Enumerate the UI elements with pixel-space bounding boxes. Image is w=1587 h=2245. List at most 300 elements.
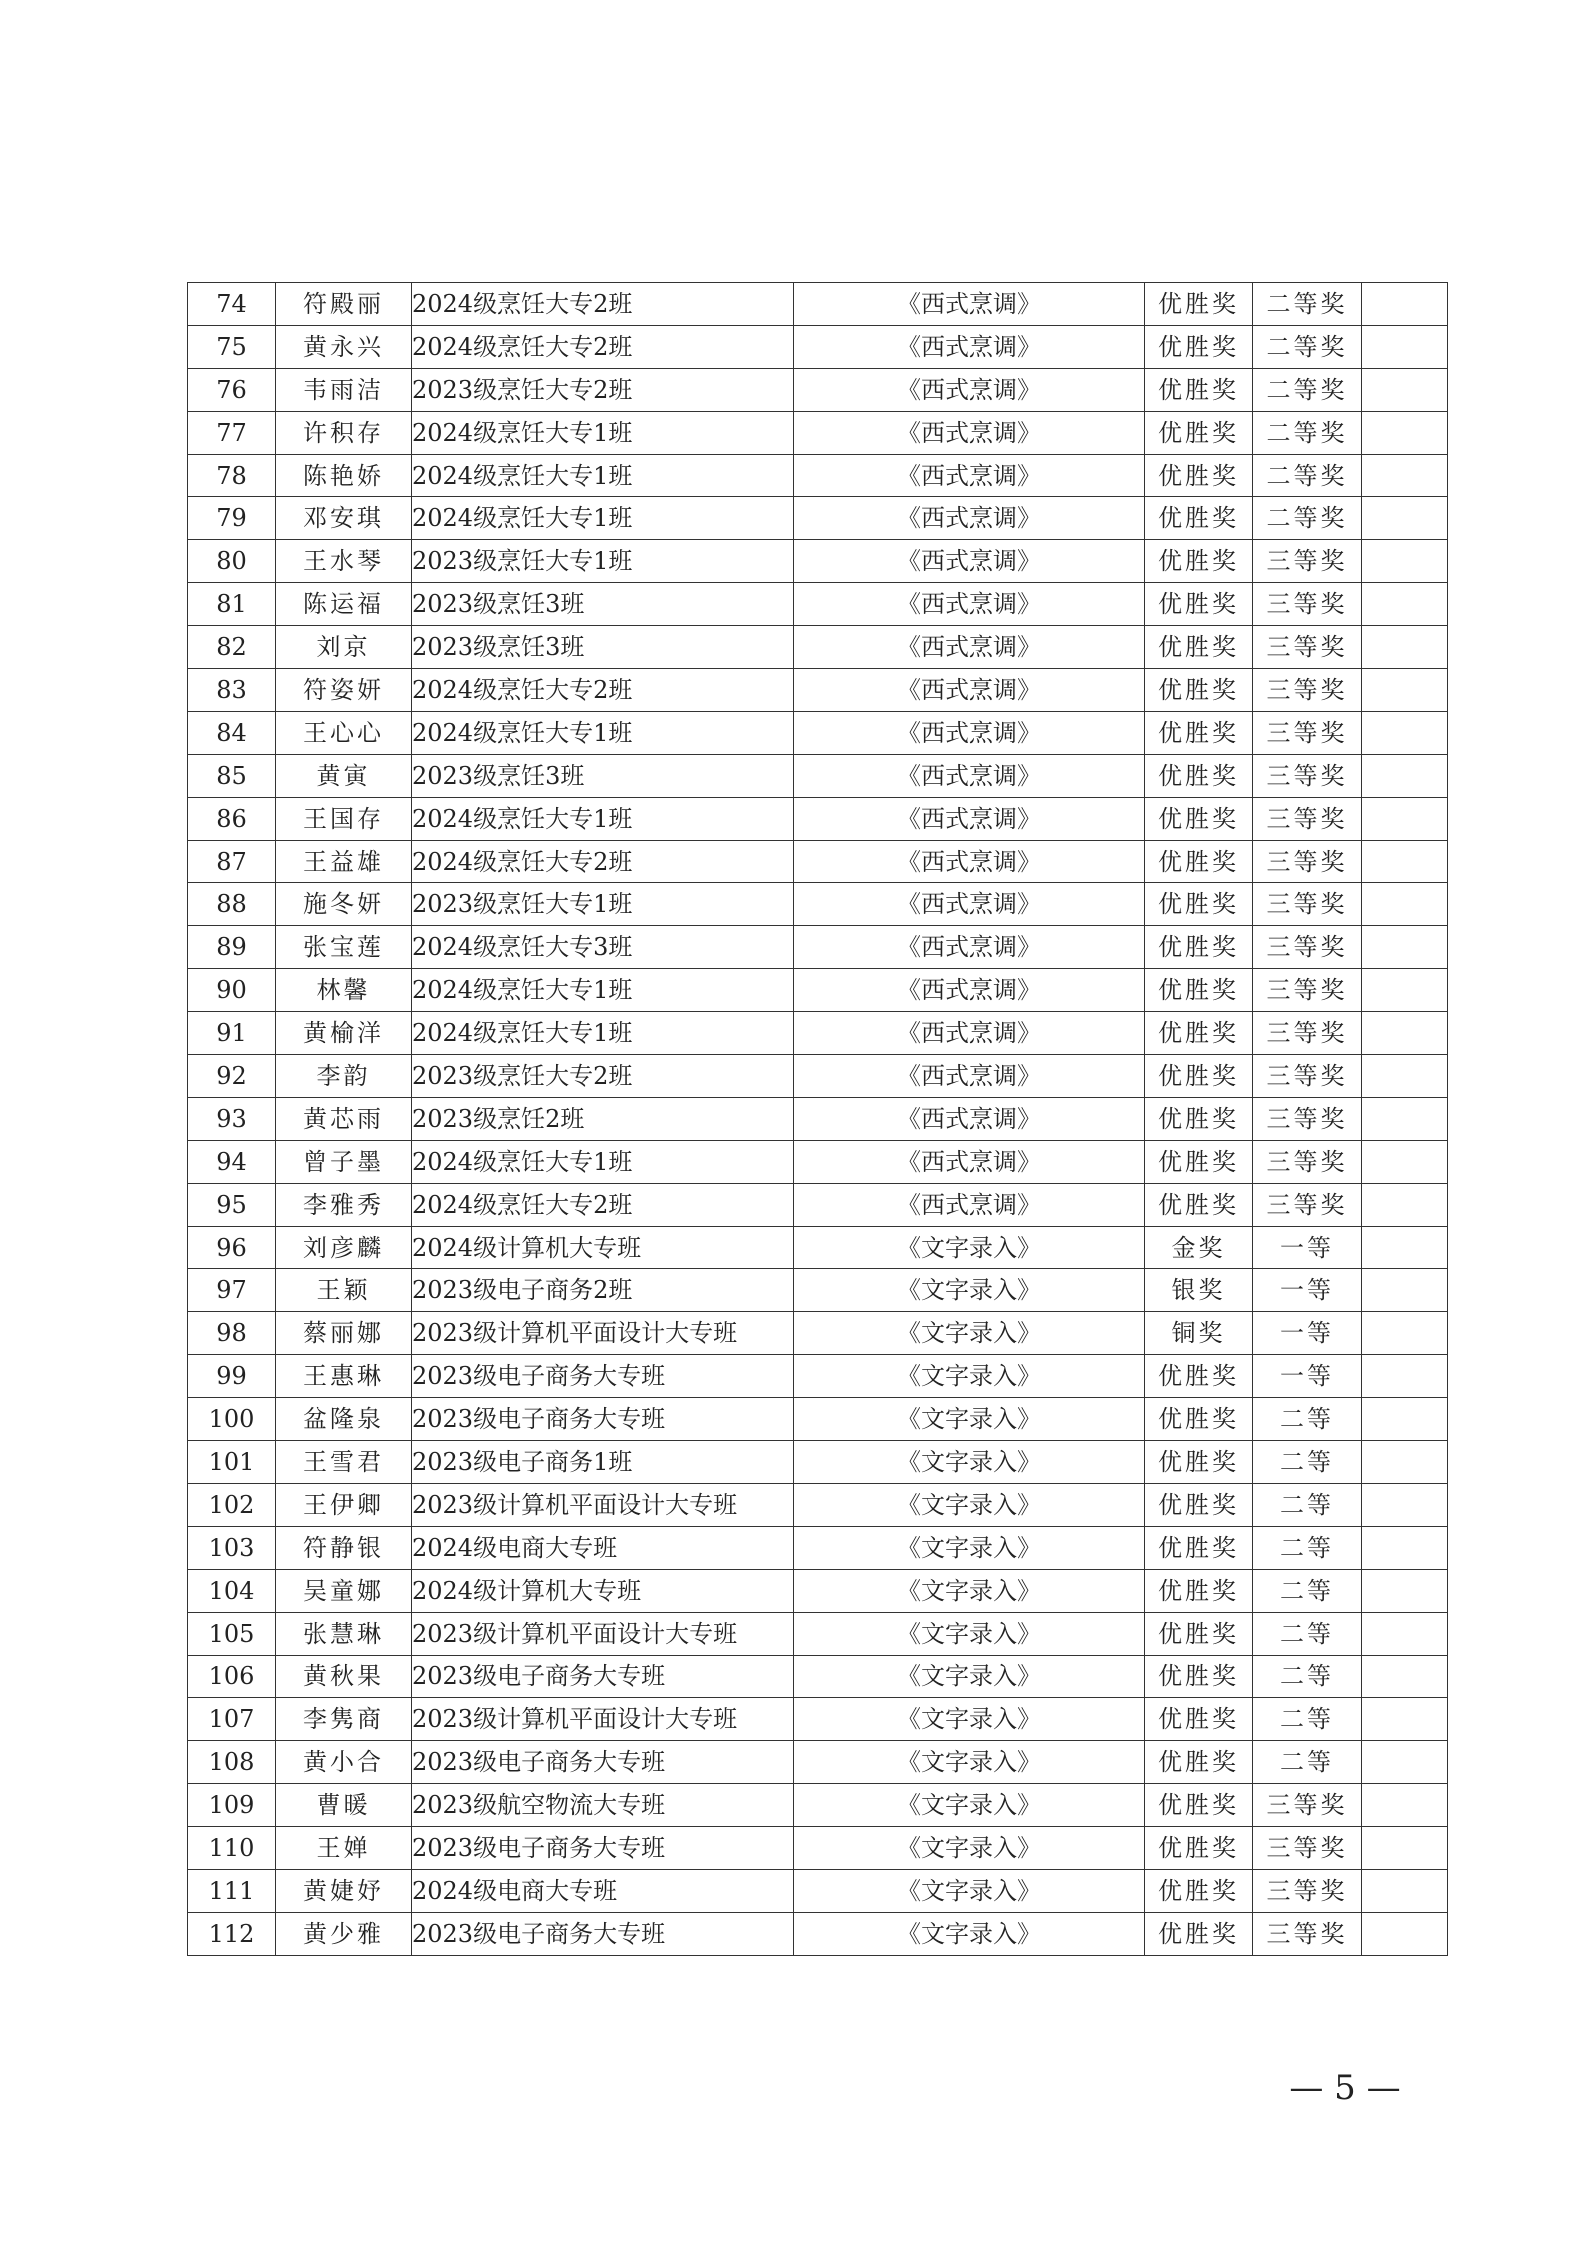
student-name-text: 王伊卿	[303, 1490, 384, 1519]
award-level	[1253, 797, 1362, 840]
prize-name	[1145, 1441, 1253, 1484]
table-row	[188, 754, 1448, 797]
student-name-text: 陈艳娇	[303, 461, 384, 490]
prize-name	[1145, 1226, 1253, 1269]
table-row	[188, 497, 1448, 540]
prize-name-text: 优胜奖	[1158, 1533, 1239, 1562]
row-number: 77	[188, 411, 276, 454]
prize-name-text: 优胜奖	[1158, 1147, 1239, 1176]
award-level	[1253, 1012, 1362, 1055]
table-row	[188, 669, 1448, 712]
table-row	[188, 711, 1448, 754]
row-number: 96	[188, 1226, 276, 1269]
student-name	[276, 1269, 412, 1312]
row-number: 109	[188, 1784, 276, 1827]
note-cell	[1362, 1183, 1448, 1226]
student-name	[276, 1698, 412, 1741]
class-name: 2024级烹饪大专1班	[412, 454, 794, 497]
prize-name	[1145, 1869, 1253, 1912]
class-name: 2024级计算机大专班	[412, 1226, 794, 1269]
class-name: 2023级电子商务大专班	[412, 1827, 794, 1870]
prize-name	[1145, 1483, 1253, 1526]
award-level-text: 一等	[1280, 1362, 1334, 1391]
student-name-text: 王益雄	[303, 847, 384, 876]
competition-item: 《文字录入》	[794, 1784, 1145, 1827]
class-name: 2023级电子商务大专班	[412, 1912, 794, 1955]
table-row	[188, 1869, 1448, 1912]
competition-item: 《西式烹调》	[794, 969, 1145, 1012]
prize-name-text: 优胜奖	[1158, 1619, 1239, 1648]
prize-name	[1145, 1655, 1253, 1698]
prize-name	[1145, 1055, 1253, 1098]
award-level-text: 三等奖	[1266, 1190, 1348, 1219]
award-level	[1253, 969, 1362, 1012]
award-level-text: 三等奖	[1266, 1104, 1348, 1133]
competition-item: 《文字录入》	[794, 1655, 1145, 1698]
prize-name-text: 优胜奖	[1158, 1705, 1239, 1734]
prize-name-text: 优胜奖	[1158, 633, 1239, 662]
award-level-text: 三等奖	[1266, 890, 1348, 919]
prize-name-text: 优胜奖	[1158, 1834, 1239, 1862]
student-name-text: 张慧琳	[303, 1619, 384, 1648]
competition-item: 《西式烹调》	[794, 497, 1145, 540]
class-name: 2023级电子商务大专班	[412, 1398, 794, 1441]
award-level	[1253, 454, 1362, 497]
prize-name	[1145, 1012, 1253, 1055]
award-level	[1253, 1355, 1362, 1398]
note-cell	[1362, 1097, 1448, 1140]
competition-item: 《西式烹调》	[794, 325, 1145, 368]
student-name	[276, 1827, 412, 1870]
prize-name-text: 优胜奖	[1158, 1104, 1239, 1133]
student-name-text: 王水琴	[303, 547, 384, 576]
award-level-text: 三等奖	[1266, 590, 1348, 619]
student-name	[276, 1012, 412, 1055]
row-number: 112	[188, 1912, 276, 1955]
note-cell	[1362, 1912, 1448, 1955]
note-cell	[1362, 754, 1448, 797]
row-number: 80	[188, 540, 276, 583]
student-name	[276, 1612, 412, 1655]
student-name-text: 林馨	[316, 976, 371, 1005]
row-number: 98	[188, 1312, 276, 1355]
prize-name-text: 优胜奖	[1158, 289, 1239, 318]
class-name: 2024级烹饪大专2班	[412, 840, 794, 883]
class-name: 2024级烹饪大专1班	[412, 1140, 794, 1183]
class-name: 2024级烹饪大专1班	[412, 797, 794, 840]
student-name	[276, 711, 412, 754]
prize-name-text: 优胜奖	[1158, 1791, 1239, 1820]
prize-name-text: 优胜奖	[1158, 718, 1239, 747]
student-name	[276, 626, 412, 669]
award-level	[1253, 1612, 1362, 1655]
student-name-text: 黄寅	[316, 761, 371, 790]
note-cell	[1362, 411, 1448, 454]
award-level-text: 三等奖	[1266, 1834, 1348, 1862]
note-cell	[1362, 626, 1448, 669]
student-name-text: 王心心	[303, 718, 384, 747]
award-level	[1253, 1226, 1362, 1269]
table-row	[188, 1012, 1448, 1055]
class-name: 2024级烹饪大专2班	[412, 669, 794, 712]
student-name	[276, 1355, 412, 1398]
table-row	[188, 626, 1448, 669]
student-name	[276, 283, 412, 326]
prize-name-text: 优胜奖	[1158, 1748, 1239, 1777]
note-cell	[1362, 840, 1448, 883]
class-name: 2024级烹饪大专2班	[412, 1183, 794, 1226]
class-name: 2024级电商大专班	[412, 1526, 794, 1569]
table-row	[188, 1441, 1448, 1484]
competition-item: 《西式烹调》	[794, 1055, 1145, 1098]
note-cell	[1362, 1698, 1448, 1741]
note-cell	[1362, 883, 1448, 926]
note-cell	[1362, 1784, 1448, 1827]
note-cell	[1362, 797, 1448, 840]
row-number: 95	[188, 1183, 276, 1226]
row-number: 88	[188, 883, 276, 926]
student-name	[276, 325, 412, 368]
award-level-text: 三等奖	[1266, 1019, 1348, 1048]
note-cell	[1362, 1827, 1448, 1870]
prize-name	[1145, 926, 1253, 969]
award-level-text: 三等奖	[1266, 675, 1348, 704]
student-name	[276, 1140, 412, 1183]
class-name: 2023级计算机平面设计大专班	[412, 1612, 794, 1655]
prize-name	[1145, 883, 1253, 926]
competition-item: 《文字录入》	[794, 1398, 1145, 1441]
table-row	[188, 1269, 1448, 1312]
row-number: 100	[188, 1398, 276, 1441]
table-row	[188, 840, 1448, 883]
competition-item: 《文字录入》	[794, 1827, 1145, 1870]
award-level-text: 三等奖	[1266, 933, 1348, 962]
award-level	[1253, 283, 1362, 326]
prize-name	[1145, 1741, 1253, 1784]
student-name-text: 盆隆泉	[303, 1405, 384, 1434]
row-number: 89	[188, 926, 276, 969]
prize-name	[1145, 325, 1253, 368]
prize-name	[1145, 540, 1253, 583]
award-level-text: 二等	[1280, 1490, 1334, 1519]
award-level-text: 二等	[1280, 1576, 1334, 1605]
table-row	[188, 1055, 1448, 1098]
student-name-text: 李雅秀	[303, 1190, 384, 1219]
award-level	[1253, 1483, 1362, 1526]
student-name-text: 刘彦麟	[303, 1233, 384, 1262]
prize-name-text: 优胜奖	[1158, 675, 1239, 704]
prize-name-text: 优胜奖	[1158, 1576, 1239, 1605]
student-name	[276, 1183, 412, 1226]
class-name: 2024级烹饪大专1班	[412, 969, 794, 1012]
award-level-text: 一等	[1280, 1276, 1334, 1305]
prize-name-text: 优胜奖	[1158, 933, 1239, 962]
award-level	[1253, 1698, 1362, 1741]
prize-name-text: 优胜奖	[1158, 976, 1239, 1005]
student-name-text: 王雪君	[303, 1447, 384, 1476]
prize-name	[1145, 1698, 1253, 1741]
award-level-text: 二等	[1280, 1662, 1334, 1691]
student-name	[276, 1526, 412, 1569]
table-row	[188, 1226, 1448, 1269]
table-row	[188, 540, 1448, 583]
student-name	[276, 754, 412, 797]
prize-name-text: 优胜奖	[1158, 1405, 1239, 1434]
student-name	[276, 1912, 412, 1955]
award-level	[1253, 840, 1362, 883]
class-name: 2024级烹饪大专1班	[412, 1012, 794, 1055]
student-name	[276, 1055, 412, 1098]
row-number: 101	[188, 1441, 276, 1484]
award-level	[1253, 1441, 1362, 1484]
award-level	[1253, 540, 1362, 583]
award-level	[1253, 1569, 1362, 1612]
award-level-text: 二等奖	[1266, 289, 1348, 318]
award-level-text: 二等奖	[1266, 504, 1348, 533]
award-level-text: 二等	[1280, 1405, 1334, 1434]
student-name-text: 黄芯雨	[303, 1104, 384, 1133]
table-row	[188, 1355, 1448, 1398]
prize-name-text: 优胜奖	[1158, 804, 1239, 833]
student-name-text: 韦雨洁	[303, 375, 384, 404]
note-cell	[1362, 1140, 1448, 1183]
student-name-text: 黄婕妤	[303, 1876, 384, 1905]
prize-name	[1145, 583, 1253, 626]
student-name-text: 曹暖	[316, 1791, 371, 1820]
award-level-text: 三等奖	[1266, 1147, 1348, 1176]
class-name: 2023级电子商务大专班	[412, 1355, 794, 1398]
table-row	[188, 1784, 1448, 1827]
prize-name	[1145, 1183, 1253, 1226]
student-name-text: 王婵	[316, 1834, 371, 1862]
competition-item: 《文字录入》	[794, 1355, 1145, 1398]
row-number: 78	[188, 454, 276, 497]
prize-name	[1145, 626, 1253, 669]
award-level	[1253, 711, 1362, 754]
award-level-text: 三等奖	[1266, 847, 1348, 876]
award-level-text: 二等	[1280, 1533, 1334, 1562]
row-number: 91	[188, 1012, 276, 1055]
table-row	[188, 1526, 1448, 1569]
competition-item: 《西式烹调》	[794, 454, 1145, 497]
competition-item: 《西式烹调》	[794, 1183, 1145, 1226]
class-name: 2024级电商大专班	[412, 1869, 794, 1912]
row-number: 86	[188, 797, 276, 840]
note-cell	[1362, 1526, 1448, 1569]
prize-name	[1145, 1612, 1253, 1655]
row-number: 111	[188, 1869, 276, 1912]
prize-name	[1145, 1912, 1253, 1955]
table-row	[188, 583, 1448, 626]
student-name-text: 许积存	[303, 418, 384, 447]
row-number: 93	[188, 1097, 276, 1140]
student-name-text: 黄少雅	[303, 1919, 384, 1948]
class-name: 2024级烹饪大专1班	[412, 497, 794, 540]
award-level-text: 三等奖	[1266, 761, 1348, 790]
table-row	[188, 1612, 1448, 1655]
student-name-text: 黄小合	[303, 1748, 384, 1777]
note-cell	[1362, 1869, 1448, 1912]
row-number: 103	[188, 1526, 276, 1569]
note-cell	[1362, 1569, 1448, 1612]
note-cell	[1362, 283, 1448, 326]
note-cell	[1362, 497, 1448, 540]
class-name: 2023级电子商务1班	[412, 1441, 794, 1484]
award-level	[1253, 1869, 1362, 1912]
student-name-text: 施冬妍	[303, 890, 384, 919]
student-name	[276, 1097, 412, 1140]
competition-item: 《西式烹调》	[794, 1097, 1145, 1140]
class-name: 2023级航空物流大专班	[412, 1784, 794, 1827]
class-name: 2024级烹饪大专1班	[412, 711, 794, 754]
student-name-text: 符静银	[303, 1533, 384, 1562]
prize-name-text: 优胜奖	[1158, 590, 1239, 619]
competition-item: 《西式烹调》	[794, 1012, 1145, 1055]
prize-name-text: 优胜奖	[1158, 1876, 1239, 1905]
student-name	[276, 1483, 412, 1526]
award-level-text: 一等	[1280, 1319, 1334, 1348]
award-table	[187, 282, 1448, 1956]
prize-name	[1145, 1827, 1253, 1870]
prize-name	[1145, 454, 1253, 497]
award-level	[1253, 368, 1362, 411]
award-level	[1253, 583, 1362, 626]
row-number: 104	[188, 1569, 276, 1612]
competition-item: 《文字录入》	[794, 1741, 1145, 1784]
student-name-text: 李隽商	[303, 1705, 384, 1734]
note-cell	[1362, 325, 1448, 368]
row-number: 90	[188, 969, 276, 1012]
class-name: 2023级烹饪大专1班	[412, 540, 794, 583]
award-level	[1253, 926, 1362, 969]
student-name-text: 黄秋果	[303, 1662, 384, 1691]
prize-name	[1145, 497, 1253, 540]
student-name-text: 王国存	[303, 804, 384, 833]
prize-name-text: 优胜奖	[1158, 1190, 1239, 1219]
award-level-text: 三等奖	[1266, 1791, 1348, 1820]
student-name	[276, 1226, 412, 1269]
class-name: 2023级电子商务2班	[412, 1269, 794, 1312]
row-number: 79	[188, 497, 276, 540]
prize-name-text: 优胜奖	[1158, 890, 1239, 919]
award-level-text: 三等奖	[1266, 1919, 1348, 1948]
award-level	[1253, 1398, 1362, 1441]
award-level	[1253, 883, 1362, 926]
class-name: 2023级烹饪2班	[412, 1097, 794, 1140]
award-level	[1253, 1269, 1362, 1312]
prize-name	[1145, 711, 1253, 754]
note-cell	[1362, 711, 1448, 754]
prize-name-text: 优胜奖	[1158, 847, 1239, 876]
table-row	[188, 1312, 1448, 1355]
student-name	[276, 1312, 412, 1355]
student-name	[276, 969, 412, 1012]
award-level	[1253, 626, 1362, 669]
award-level-text: 一等	[1280, 1233, 1334, 1262]
table-row	[188, 368, 1448, 411]
prize-name	[1145, 368, 1253, 411]
competition-item: 《西式烹调》	[794, 840, 1145, 883]
competition-item: 《文字录入》	[794, 1312, 1145, 1355]
award-level-text: 三等奖	[1266, 1876, 1348, 1905]
prize-name-text: 优胜奖	[1158, 547, 1239, 576]
prize-name-text: 优胜奖	[1158, 1019, 1239, 1048]
prize-name	[1145, 411, 1253, 454]
award-level	[1253, 1097, 1362, 1140]
award-level	[1253, 1183, 1362, 1226]
award-level-text: 二等	[1280, 1447, 1334, 1476]
note-cell	[1362, 1741, 1448, 1784]
competition-item: 《西式烹调》	[794, 411, 1145, 454]
note-cell	[1362, 669, 1448, 712]
prize-name-text: 优胜奖	[1158, 1447, 1239, 1476]
note-cell	[1362, 1655, 1448, 1698]
row-number: 110	[188, 1827, 276, 1870]
student-name-text: 曾子墨	[303, 1147, 384, 1176]
prize-name-text: 银奖	[1171, 1276, 1226, 1305]
class-name: 2024级烹饪大专1班	[412, 411, 794, 454]
row-number: 92	[188, 1055, 276, 1098]
prize-name	[1145, 1355, 1253, 1398]
row-number: 76	[188, 368, 276, 411]
award-level	[1253, 1312, 1362, 1355]
table-row	[188, 883, 1448, 926]
row-number: 85	[188, 754, 276, 797]
prize-name	[1145, 1526, 1253, 1569]
class-name: 2023级烹饪大专2班	[412, 368, 794, 411]
award-level-text: 二等奖	[1266, 418, 1348, 447]
student-name	[276, 840, 412, 883]
note-cell	[1362, 583, 1448, 626]
student-name	[276, 1569, 412, 1612]
prize-name	[1145, 1140, 1253, 1183]
competition-item: 《文字录入》	[794, 1226, 1145, 1269]
table-row	[188, 1569, 1448, 1612]
prize-name-text: 优胜奖	[1158, 1362, 1239, 1391]
table-row	[188, 1483, 1448, 1526]
student-name-text: 黄永兴	[303, 332, 384, 361]
class-name: 2023级计算机平面设计大专班	[412, 1483, 794, 1526]
student-name-text: 王惠琳	[303, 1362, 384, 1391]
row-number: 74	[188, 283, 276, 326]
class-name: 2023级烹饪大专2班	[412, 1055, 794, 1098]
prize-name	[1145, 1398, 1253, 1441]
class-name: 2023级烹饪3班	[412, 583, 794, 626]
competition-item: 《文字录入》	[794, 1612, 1145, 1655]
note-cell	[1362, 540, 1448, 583]
row-number: 83	[188, 669, 276, 712]
competition-item: 《文字录入》	[794, 1912, 1145, 1955]
competition-item: 《文字录入》	[794, 1869, 1145, 1912]
table-row	[188, 1140, 1448, 1183]
row-number: 94	[188, 1140, 276, 1183]
prize-name-text: 铜奖	[1171, 1319, 1226, 1348]
prize-name-text: 优胜奖	[1158, 1919, 1239, 1948]
table-row	[188, 969, 1448, 1012]
row-number: 84	[188, 711, 276, 754]
competition-item: 《西式烹调》	[794, 283, 1145, 326]
prize-name-text: 优胜奖	[1158, 1662, 1239, 1691]
note-cell	[1362, 1612, 1448, 1655]
student-name-text: 邓安琪	[303, 504, 384, 533]
student-name-text: 符殿丽	[303, 289, 384, 318]
competition-item: 《文字录入》	[794, 1569, 1145, 1612]
competition-item: 《西式烹调》	[794, 926, 1145, 969]
prize-name	[1145, 1269, 1253, 1312]
student-name	[276, 1741, 412, 1784]
award-level	[1253, 1526, 1362, 1569]
class-name: 2024级烹饪大专2班	[412, 283, 794, 326]
